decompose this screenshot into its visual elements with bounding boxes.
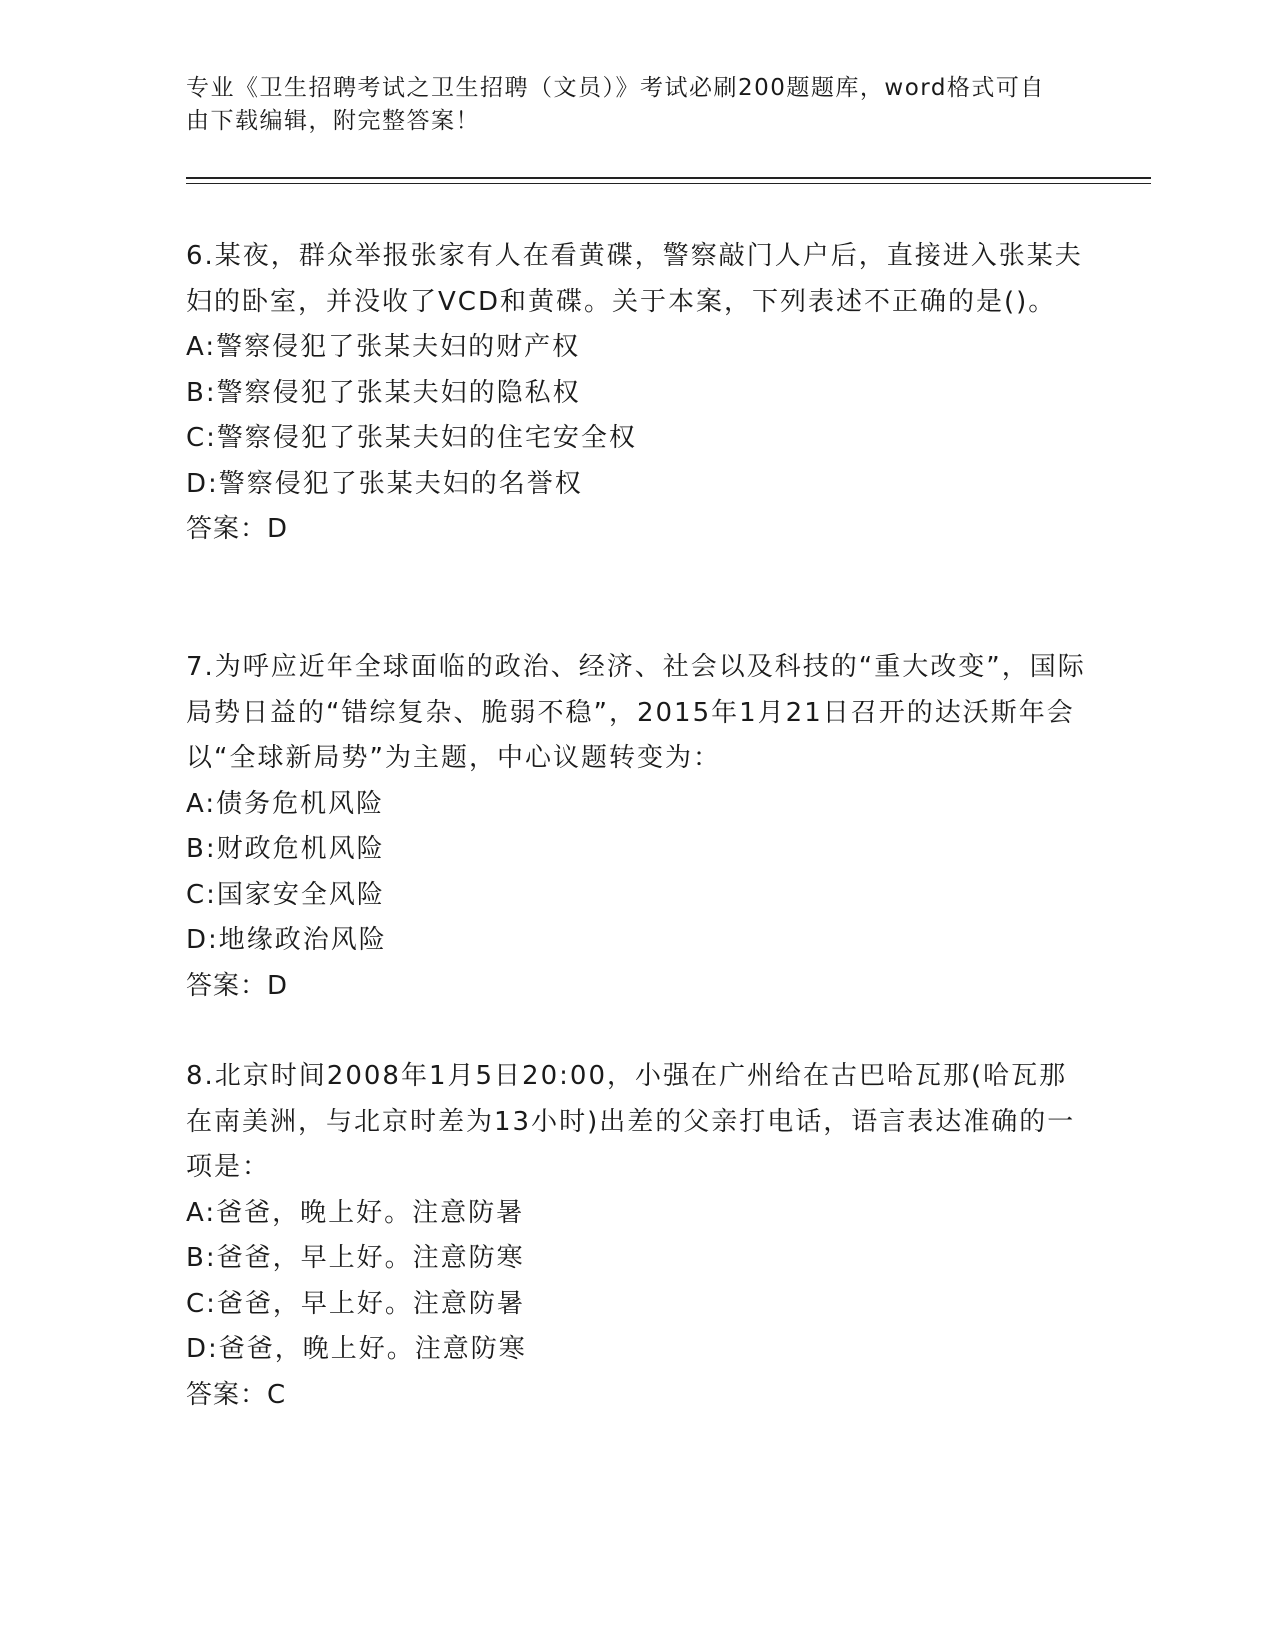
option-d: D:地缘政治风险: [186, 925, 387, 955]
answer-label: 答案：D: [186, 970, 289, 1001]
question-8: [186, 1054, 1086, 1418]
document-header: 专业《卫生招聘考试之卫生招聘（文员）》考试必刷200题题库，word格式可自由下载编辑，附完整答案！: [186, 75, 1045, 134]
option-b: B:财政危机风险: [186, 834, 385, 864]
option-d: D:爸爸，晚上好。注意防寒: [186, 1334, 527, 1364]
option-a: A:爸爸，晚上好。注意防暑: [186, 1197, 525, 1228]
option-c: C:爸爸，早上好。注意防暑: [186, 1288, 525, 1319]
answer-label: 答案：D: [186, 514, 289, 544]
question-stem: 6.某夜，群众举报张家有人在看黄碟，警察敲门人户后，直接进入张某夫妇的卧室，并没收了VCD和黄碟。关于本案，下列表述不正确的是()。: [186, 241, 1083, 317]
option-c: C:警察侵犯了张某夫妇的住宅安全权: [186, 423, 637, 453]
header-divider-thick: [186, 177, 1151, 179]
option-a: A:债务危机风险: [186, 788, 385, 819]
question-6: [186, 234, 1086, 553]
answer-label: 答案：C: [186, 1379, 287, 1410]
question-7: [186, 645, 1086, 1009]
option-c: C:国家安全风险: [186, 879, 385, 910]
header-divider-thin: [186, 183, 1151, 184]
question-stem: 8.北京时间2008年1月5日20:00，小强在广州给在古巴哈瓦那(哈瓦那在南美洲，与北京时差为13小时)出差的父亲打电话，语言表达准确的一项是：: [186, 1061, 1076, 1182]
option-b: B:警察侵犯了张某夫妇的隐私权: [186, 377, 581, 408]
question-stem: 7.为呼应近年全球面临的政治、经济、社会以及科技的“重大改变”，国际局势日益的“错综复杂、脆弱不稳”，2015年1月21日召开的达沃斯年会以“全球新局势”为主题，中心议题转变为：: [186, 652, 1086, 773]
option-b: B:爸爸，早上好。注意防寒: [186, 1243, 525, 1273]
option-d: D:警察侵犯了张某夫妇的名誉权: [186, 468, 583, 499]
option-a: A:警察侵犯了张某夫妇的财产权: [186, 332, 581, 362]
